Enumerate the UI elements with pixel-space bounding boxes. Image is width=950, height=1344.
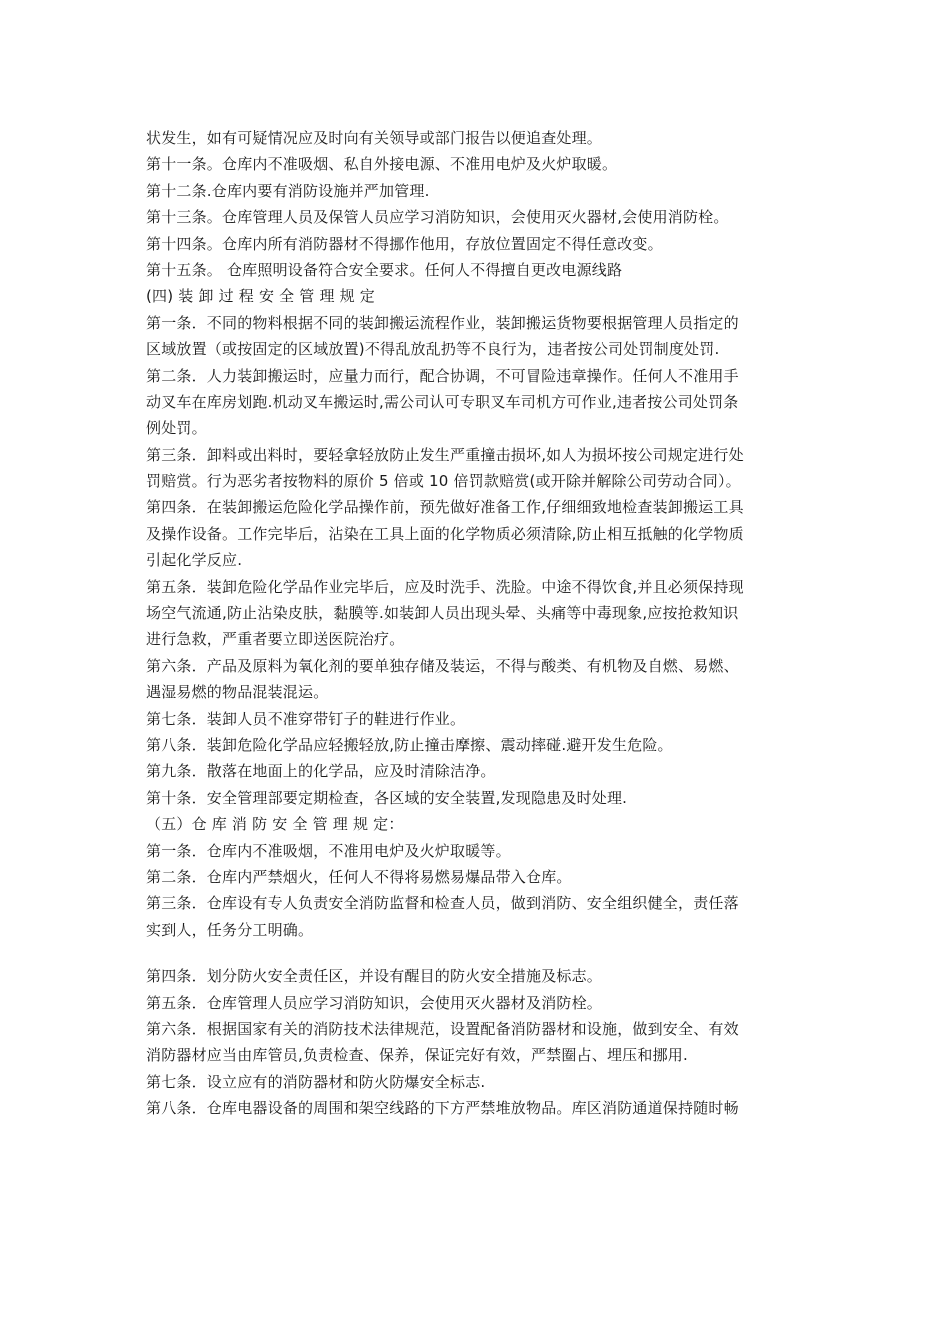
text-line: 第三条．卸料或出料时，要轻拿轻放防止发生严重撞击损坏,如人为损坏按公司规定进行处 [146,445,744,464]
text-line: 第四条．划分防火安全责任区，并设有醒目的防火安全措施及标志。 [146,967,603,986]
text-line: 第十四条。仓库内所有消防器材不得挪作他用，存放位置固定不得任意改变。 [146,234,663,253]
text-line: 状发生，如有可疑情况应及时向有关领导或部门报告以便追查处理。 [146,129,603,147]
text-line: 及操作设备。工作完毕后，沾染在工具上面的化学物质必须清除,防止相互抵触的化学物质 [146,524,744,543]
text-line: 第七条．装卸人员不准穿带钉子的鞋进行作业。 [146,709,466,728]
text-line: 进行急救，严重者要立即送医院治疗。 [146,630,405,649]
text-line: 消防器材应当由库管员,负责检查、保养，保证完好有效，严禁圈占、埋压和挪用. [146,1046,688,1065]
text-line: 第五条．装卸危险化学品作业完毕后，应及时洗手、洗脸。中途不得饮食,并且必须保持现 [146,577,744,596]
text-line: 第六条．产品及原料为氧化剂的要单独存储及装运，不得与酸类、有机物及自燃、易燃、 [146,656,739,675]
text-line: 动叉车在库房划跑.机动叉车搬运时,需公司认可专职叉车司机方可作业,违者按公司处罚条 [146,392,739,411]
text-line: 第二条．仓库内严禁烟火，任何人不得将易燃易爆品带入仓库。 [146,867,572,886]
paragraph-gap [146,943,810,963]
text-line: 实到人，任务分工明确。 [146,920,314,939]
text-line: 第四条．在装卸搬运危险化学品操作前，预先做好准备工作,仔细细致地检查装卸搬运工具 [146,498,744,517]
document-body [146,125,810,1121]
text-line: 第十一条。仓库内不准吸烟、私自外接电源、不准用电炉及火炉取暖。 [146,155,618,174]
text-line: 第十条．安全管理部要定期检查，各区域的安全装置,发现隐患及时处理. [146,788,628,807]
section-heading: (四) 装 卸 过 程 安 全 管 理 规 定 [146,287,375,306]
text-line: 引起化学反应. [146,551,243,570]
text-line: 第九条．散落在地面上的化学品，应及时清除洁净。 [146,762,496,781]
text-line: 第八条．装卸危险化学品应轻搬轻放,防止撞击摩擦、震动摔碰.避开发生危险。 [146,735,673,754]
text-line: 例处罚。 [146,419,207,438]
text-line: 第十二条.仓库内要有消防设施并严加管理. [146,181,430,200]
text-line: 第一条．不同的物料根据不同的装卸搬运流程作业，装卸搬运货物要根据管理人员指定的 [146,313,739,332]
text-line: 场空气流通,防止沾染皮肤，黏膜等.如装卸人员出现头晕、头痛等中毒现象,应按抢救知识 [146,604,739,623]
text-line: 第十五条。 仓库照明设备符合安全要求。任何人不得擅自更改电源线路 [146,260,623,279]
text-line: 第十三条。仓库管理人员及保管人员应学习消防知识，会使用灭火器材,会使用消防栓。 [146,208,729,227]
text-line: 第二条．人力装卸搬运时，应量力而行，配合协调，不可冒险违章操作。任何人不准用手 [146,366,739,385]
text-line: 区域放置（或按固定的区域放置)不得乱放乱扔等不良行为，违者按公司处罚制度处罚. [146,340,720,359]
text-line: 第三条．仓库设有专人负责安全消防监督和检查人员，做到消防、安全组织健全，责任落 [146,894,739,913]
text-line: 罚赔赏。行为恶劣者按物料的原价 5 倍或 10 倍罚款赔赏(或开除并解除公司劳动合同）。 [146,472,741,491]
text-line: 遇湿易燃的物品混装混运。 [146,683,329,702]
text-line: 第五条．仓库管理人员应学习消防知识，会使用灭火器材及消防栓。 [146,993,603,1012]
text-line: 第八条．仓库电器设备的周围和架空线路的下方严禁堆放物品。库区消防通道保持随时畅 [146,1099,739,1118]
text-line: 第一条．仓库内不准吸烟，不准用电炉及火炉取暖等。 [146,841,511,860]
text-line: 第六条．根据国家有关的消防技术法律规范，设置配备消防器材和设施，做到安全、有效 [146,1019,739,1038]
text-line: 第七条．设立应有的消防器材和防火防爆安全标志. [146,1072,486,1091]
section-heading: （五）仓 库 消 防 安 全 管 理 规 定： [146,815,404,834]
